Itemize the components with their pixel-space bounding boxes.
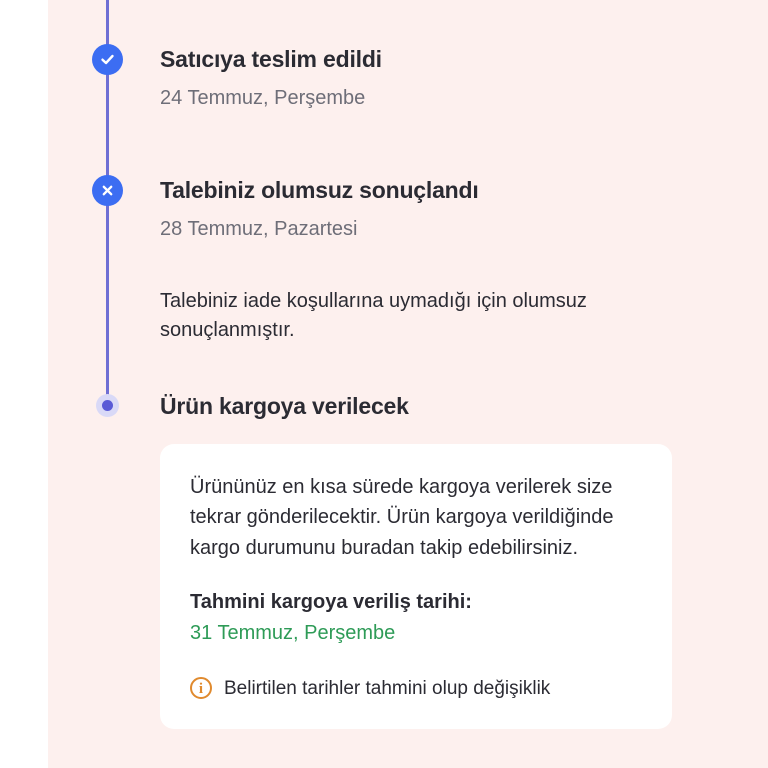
step-title: Talebiniz olumsuz sonuçlandı [160,177,479,203]
notice-text: Belirtilen tarihler tahmini olup değişiklik [224,678,551,700]
step-note: Talebiniz iade koşullarına uymadığı için olumsuz sonuçlanmıştır. [160,290,587,341]
shipment-info-card [160,444,672,729]
check-circle-icon [92,44,123,75]
info-icon: i [190,677,212,699]
estimate-notice [190,675,642,703]
step-title: Ürün kargoya verilecek [160,393,409,419]
current-step-dot-icon [96,394,119,417]
timeline-content [48,0,768,768]
left-margin-strip [0,0,48,768]
step-date: 28 Temmuz, Pazartesi [160,218,358,240]
current-step-dot-inner [102,400,113,411]
cross-circle-icon [92,175,123,206]
step-title: Satıcıya teslim edildi [160,46,382,72]
step-date: 24 Temmuz, Perşembe [160,87,366,109]
estimate-value: 31 Temmuz, Perşembe [190,622,396,645]
shipment-description: Ürününüz en kısa sürede kargoya verilerek size tekrar gönderilecektir. Ürün kargoya verildiğinde kargo durumunu buradan takip edebilirsiniz. [190,476,614,559]
estimate-label: Tahmini kargoya veriliş tarihi: [190,591,472,614]
